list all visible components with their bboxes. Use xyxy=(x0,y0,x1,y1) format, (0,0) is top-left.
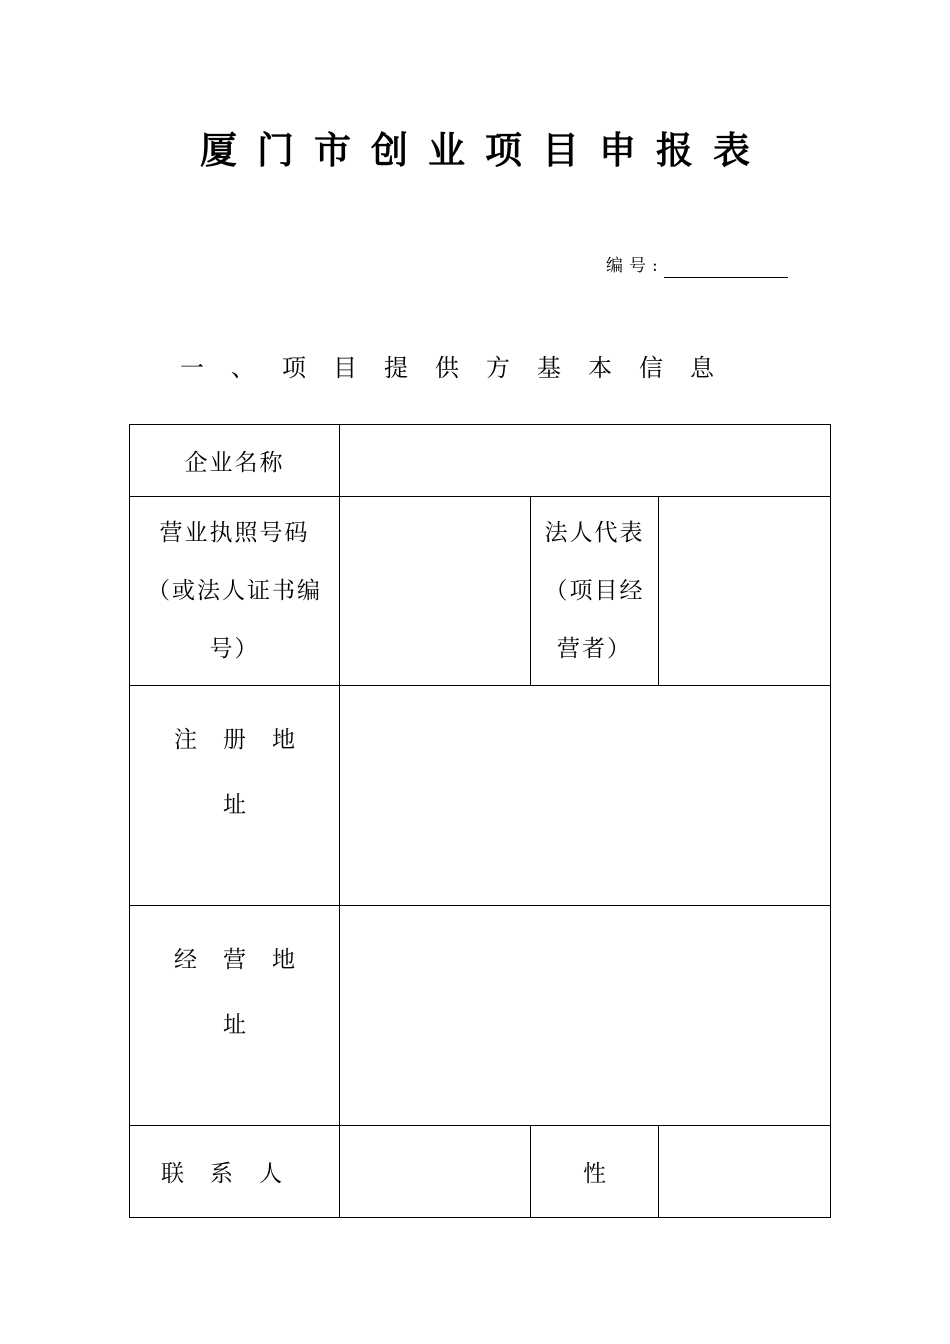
table-row xyxy=(130,497,831,686)
contact-person-field[interactable] xyxy=(340,1126,531,1218)
contact-person-label: 联系人 xyxy=(130,1126,340,1218)
provider-info-table xyxy=(129,424,831,1218)
company-name-label: 企业名称 xyxy=(130,425,340,497)
document-title: 厦门市创业项目申报表 xyxy=(200,128,770,172)
legal-representative-label: 法人代表 （项目经 营者） xyxy=(531,497,659,686)
table-row xyxy=(130,1126,831,1218)
license-number-label: 营业执照号码 （或法人证书编 号） xyxy=(130,497,340,686)
table-row xyxy=(130,686,831,906)
table-row xyxy=(130,425,831,497)
company-name-field[interactable] xyxy=(340,425,831,497)
table-row xyxy=(130,906,831,1126)
license-number-field[interactable] xyxy=(340,497,531,686)
serial-number xyxy=(606,254,788,278)
section-heading: 一、项目提供方基本信息 xyxy=(180,354,741,382)
business-address-field[interactable] xyxy=(340,906,831,1126)
registered-address-field[interactable] xyxy=(340,686,831,906)
registered-address-label: 注册地 址 xyxy=(130,686,340,906)
legal-representative-field[interactable] xyxy=(659,497,831,686)
serial-number-field[interactable] xyxy=(664,258,788,278)
serial-number-label: 编号: xyxy=(606,256,664,276)
gender-field[interactable] xyxy=(659,1126,831,1218)
business-address-label: 经营地 址 xyxy=(130,906,340,1126)
gender-label: 性 xyxy=(531,1126,659,1218)
